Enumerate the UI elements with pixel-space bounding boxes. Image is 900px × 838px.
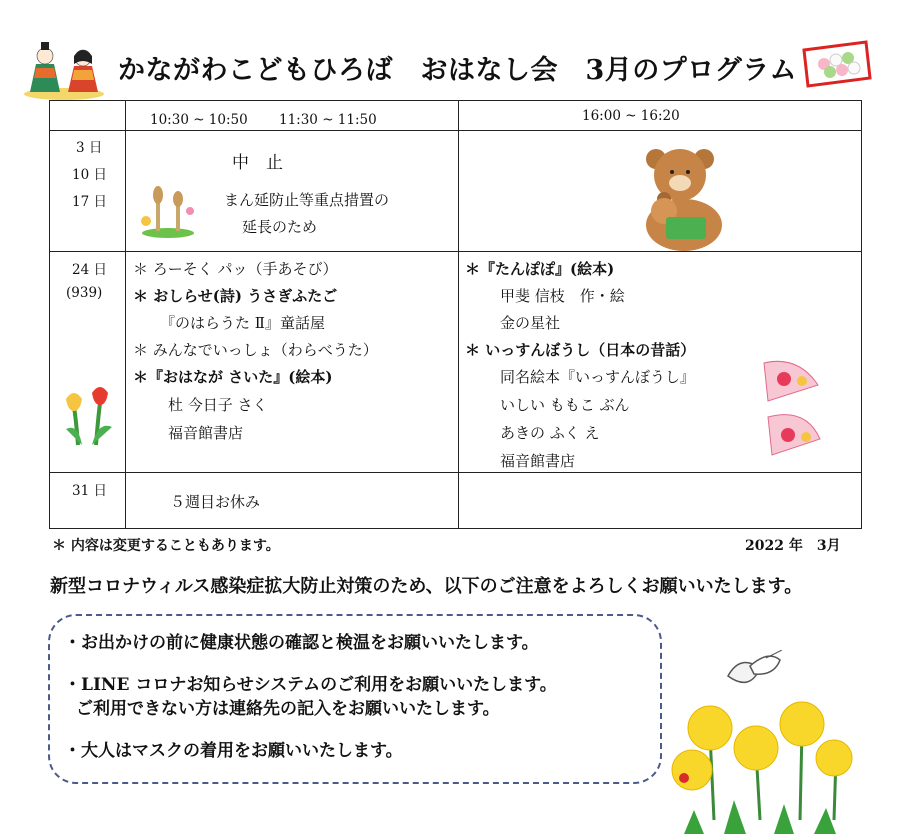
attendance-count: (939) [66,285,103,301]
cancel-reason-line2: 延長のため [242,218,318,236]
morning-item-7: 福音館書店 [168,424,244,442]
morning-item-6: 杜 今日子 さく [168,396,268,414]
date-24: 24 日 [72,262,107,278]
morning-item-3: 『のはらうた Ⅱ』童話屋 [160,314,325,332]
folding-fan-illustration [758,355,826,463]
evening-item-3: 金の星社 [500,314,561,332]
tulip-illustration [56,379,120,449]
morning-item-1: ＊ ろーそく パッ（手あそび） [133,260,338,278]
evening-time-header: 16:00 ~ 16:20 [582,108,680,124]
notice-box [48,614,662,784]
schedule-table [49,100,862,529]
notice-item-mask: ・大人はマスクの着用をお願いいたします。 [64,741,403,761]
evening-item-6: いしい ももこ ぶん [500,396,630,414]
notice-item-line: ・LINE コロナお知らせシステムのご利用をお願いいたします。 [64,675,557,695]
hina-dolls-illustration [22,38,106,100]
evening-item-1: ＊『たんぽぽ』(絵本) [465,260,615,278]
program-date: 2022 年 3月 [745,538,841,554]
date-3: 3 日 [76,140,103,156]
evening-item-4: ＊ いっすんぼうし（日本の昔話） [465,341,696,359]
morning-item-2: ＊ おしらせ(詩) うさぎふたご [133,287,338,305]
cancel-reason-line1: まん延防止等重点措置の [224,191,390,209]
date-17: 17 日 [72,194,107,210]
cancel-title: 中 止 [232,153,283,173]
morning-item-5: ＊『おはなが さいた』(絵本) [133,368,333,386]
date-10: 10 日 [72,167,107,183]
butterfly-illustration [720,650,790,700]
bear-reading-illustration [638,145,728,251]
tsukushi-illustration [136,181,196,239]
date-31: 31 日 [72,483,107,499]
notice-item-health: ・お出かけの前に健康状態の確認と検温をお願いいたします。 [64,633,539,653]
page-title: かながわこどもひろば おはなし会 3月のプログラム [118,55,798,86]
fifth-week-off: ５週目お休み [170,493,261,511]
evening-item-5: 同名絵本『いっすんぼうし』 [500,368,696,386]
change-notice: ＊ 内容は変更することもあります。 [52,538,280,554]
dango-plate-illustration [800,38,872,90]
notice-item-contact: ご利用できない方は連絡先の記入をお願いいたします。 [76,699,500,719]
evening-item-8: 福音館書店 [500,452,576,470]
evening-item-7: あきの ふく え [500,424,600,442]
covid-headline: 新型コロナウィルス感染症拡大防止対策のため、以下のご注意をよろしくお願いいたします。 [50,576,803,597]
dandelion-illustration [664,700,854,834]
morning-times-header: 10:30 ~ 10:50 11:30 ~ 11:50 [150,112,377,128]
evening-item-2: 甲斐 信枝 作・絵 [500,287,625,305]
morning-item-4: ＊ みんなでいっしょ（わらべうた） [133,341,378,359]
